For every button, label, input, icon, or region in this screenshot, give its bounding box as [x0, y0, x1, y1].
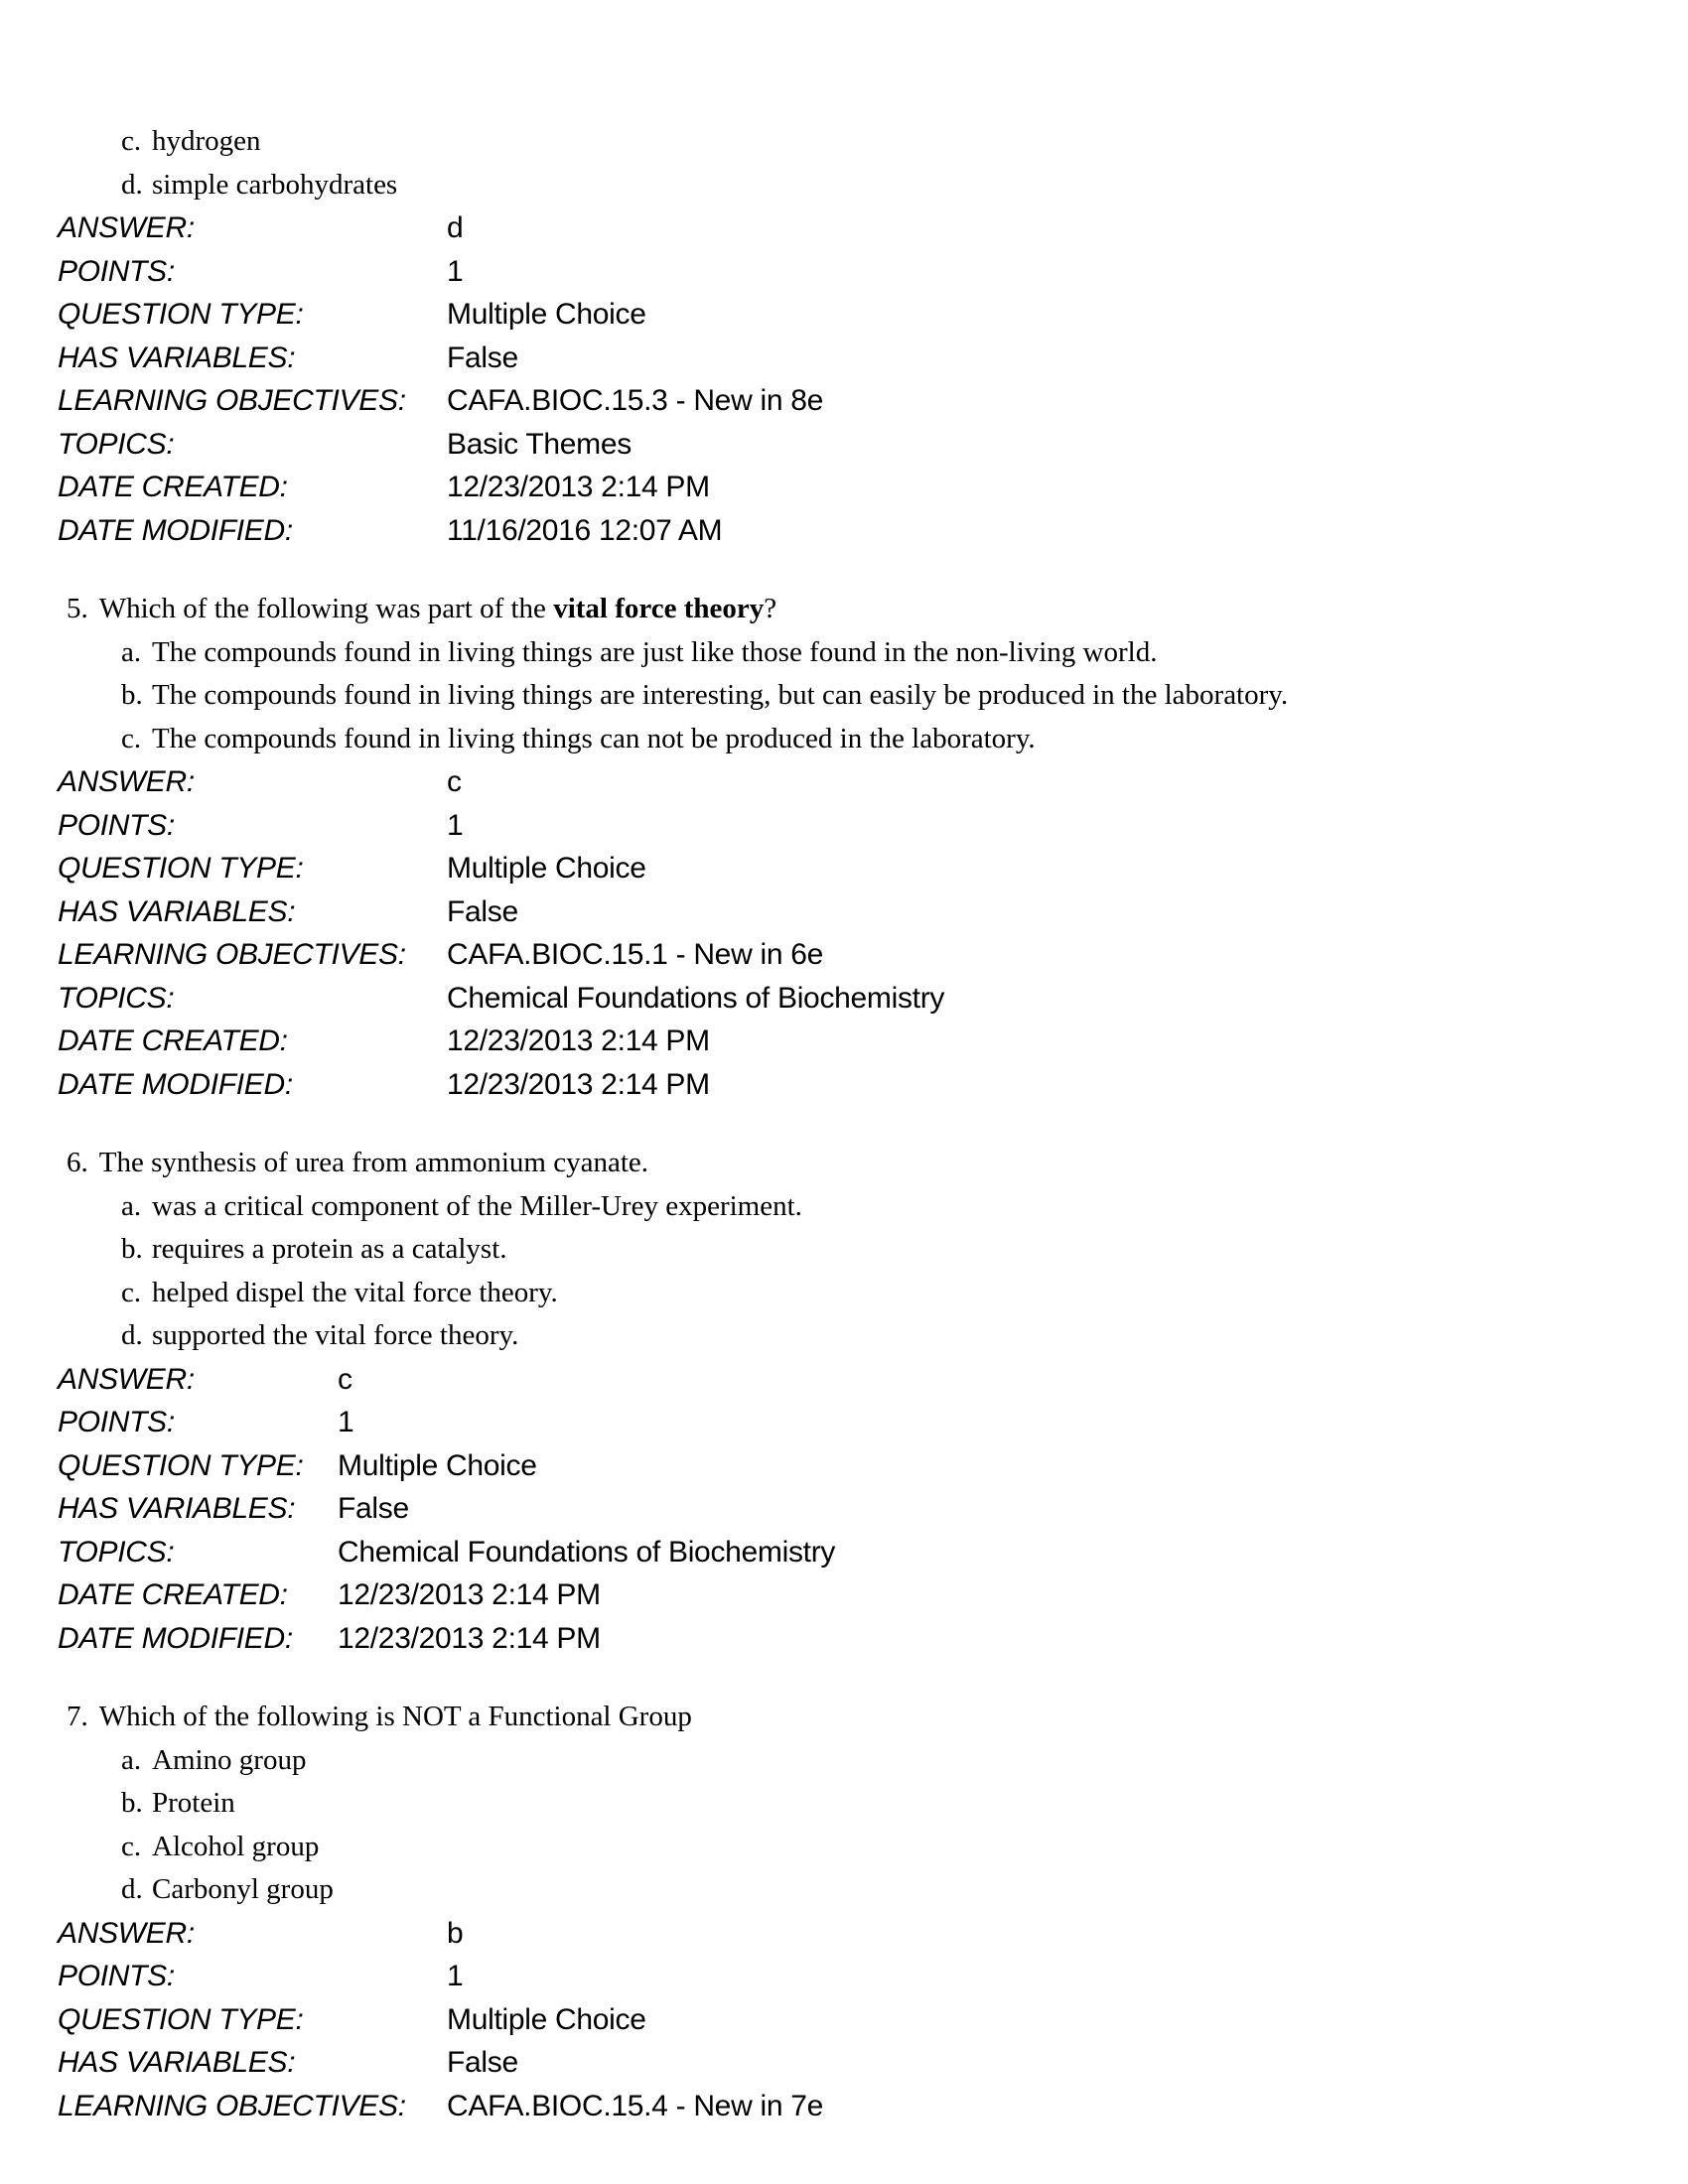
option-text: The compounds found in living things can not be produced in the laboratory.: [152, 722, 1036, 754]
metadata-label: ANSWER:: [58, 1362, 195, 1396]
metadata-row: [0, 1955, 1688, 1998]
continuation-block: [0, 120, 1688, 552]
option-text: Protein: [152, 1787, 235, 1819]
metadata-label: DATE CREATED:: [58, 1024, 288, 1057]
question-number: 6.: [67, 1147, 88, 1178]
question-text-bold: vital force theory: [553, 593, 765, 624]
option-letter: a.: [121, 1189, 142, 1222]
metadata-row: [0, 2085, 1688, 2128]
option-letter: b.: [121, 679, 143, 711]
option-letter: c.: [121, 125, 142, 157]
metadata-row: [0, 1444, 1688, 1488]
question-7: [0, 1696, 1688, 2127]
metadata-block: [0, 206, 1688, 552]
question-heading: [0, 588, 1688, 631]
metadata-label: HAS VARIABLES:: [58, 894, 296, 928]
metadata-row: [0, 977, 1688, 1021]
option-text: Alcohol group: [152, 1830, 320, 1862]
metadata-row: [0, 293, 1688, 337]
metadata-label: HAS VARIABLES:: [58, 2046, 296, 2079]
metadata-value: Chemical Foundations of Biochemistry: [447, 981, 945, 1015]
metadata-label: POINTS:: [58, 1960, 175, 1992]
metadata-block: [0, 1912, 1688, 2128]
option-text: requires a protein as a catalyst.: [152, 1233, 507, 1265]
metadata-value: Basic Themes: [447, 427, 632, 461]
answer-option: [0, 1868, 1688, 1912]
metadata-label: QUESTION TYPE:: [58, 1448, 304, 1482]
metadata-row: [0, 1998, 1688, 2042]
metadata-row: [0, 847, 1688, 890]
metadata-value: CAFA.BIOC.15.4 - New in 7e: [447, 2089, 824, 2122]
option-text: hydrogen: [152, 125, 261, 157]
metadata-row: [0, 804, 1688, 848]
metadata-row: [0, 337, 1688, 380]
metadata-label: ANSWER:: [58, 765, 195, 798]
question-number: 7.: [67, 1701, 88, 1732]
metadata-row: [0, 1531, 1688, 1574]
answer-option: [0, 1272, 1688, 1315]
metadata-value: 1: [447, 1960, 464, 1992]
metadata-row: [0, 1487, 1688, 1531]
question-text: ?: [764, 593, 777, 624]
metadata-row: [0, 423, 1688, 467]
question-text: The synthesis of urea from ammonium cyanate.: [98, 1147, 649, 1178]
option-letter: d.: [121, 1873, 143, 1905]
metadata-value: b: [447, 1916, 464, 1950]
metadata-value: Multiple Choice: [447, 852, 646, 885]
option-text: helped dispel the vital force theory.: [152, 1276, 558, 1308]
option-letter: b.: [121, 1233, 143, 1265]
metadata-value: 11/16/2016 12:07 AM: [447, 513, 723, 547]
metadata-label: ANSWER:: [58, 1916, 195, 1950]
metadata-label: QUESTION TYPE:: [58, 852, 304, 885]
question-number: 5.: [67, 593, 88, 624]
metadata-block: [0, 1358, 1688, 1661]
option-letter: b.: [121, 1787, 143, 1819]
metadata-value: False: [447, 341, 518, 374]
metadata-value: 12/23/2013 2:14 PM: [447, 1024, 710, 1057]
metadata-label: POINTS:: [58, 808, 175, 842]
answer-option: [0, 631, 1688, 675]
metadata-value: CAFA.BIOC.15.3 - New in 8e: [447, 384, 824, 417]
metadata-label: LEARNING OBJECTIVES:: [58, 384, 406, 417]
option-letter: a.: [121, 635, 142, 668]
metadata-value: 12/23/2013 2:14 PM: [338, 1621, 601, 1655]
metadata-row: [0, 250, 1688, 294]
answer-option: [0, 1782, 1688, 1826]
option-letter: d.: [121, 168, 143, 201]
metadata-label: POINTS:: [58, 1406, 175, 1438]
answer-option: [0, 1739, 1688, 1783]
metadata-row: [0, 1020, 1688, 1063]
metadata-row: [0, 1401, 1688, 1444]
answer-option: [0, 674, 1688, 718]
answer-option: [0, 1314, 1688, 1358]
metadata-value: d: [447, 211, 464, 244]
question-6: [0, 1142, 1688, 1660]
metadata-value: Multiple Choice: [338, 1448, 537, 1482]
metadata-row: [0, 466, 1688, 509]
answer-option: [0, 1228, 1688, 1272]
metadata-row: [0, 1573, 1688, 1617]
metadata-row: [0, 206, 1688, 250]
option-letter: d.: [121, 1319, 143, 1351]
metadata-label: TOPICS:: [58, 1535, 175, 1569]
metadata-value: 1: [338, 1406, 354, 1438]
metadata-row: [0, 933, 1688, 977]
option-text: Carbonyl group: [152, 1873, 334, 1905]
metadata-value: False: [447, 894, 518, 928]
option-letter: c.: [121, 1276, 142, 1308]
option-letter: a.: [121, 1743, 142, 1776]
metadata-row: [0, 760, 1688, 804]
metadata-value: 1: [447, 808, 464, 842]
metadata-row: [0, 1617, 1688, 1661]
metadata-block: [0, 760, 1688, 1106]
answer-option: [0, 1185, 1688, 1229]
metadata-label: QUESTION TYPE:: [58, 298, 304, 331]
answer-option: [0, 718, 1688, 761]
metadata-value: Multiple Choice: [447, 298, 646, 331]
answer-option: [0, 164, 1688, 207]
metadata-row: [0, 1912, 1688, 1956]
metadata-row: [0, 379, 1688, 423]
metadata-label: TOPICS:: [58, 427, 175, 461]
option-text: simple carbohydrates: [152, 168, 398, 201]
metadata-value: False: [447, 2046, 518, 2079]
metadata-label: HAS VARIABLES:: [58, 1492, 296, 1525]
option-letter: c.: [121, 722, 142, 754]
question-heading: [0, 1142, 1688, 1185]
question-5: [0, 588, 1688, 1106]
metadata-value: c: [447, 765, 462, 798]
metadata-value: CAFA.BIOC.15.1 - New in 6e: [447, 938, 824, 971]
metadata-label: DATE MODIFIED:: [58, 513, 293, 547]
option-text: was a critical component of the Miller-Urey experiment.: [152, 1189, 802, 1222]
option-text: The compounds found in living things are interesting, but can easily be produced in the laboratory.: [152, 679, 1289, 711]
metadata-label: LEARNING OBJECTIVES:: [58, 938, 406, 971]
metadata-row: [0, 509, 1688, 553]
metadata-label: DATE CREATED:: [58, 471, 288, 503]
metadata-label: QUESTION TYPE:: [58, 2002, 304, 2036]
metadata-label: HAS VARIABLES:: [58, 341, 296, 374]
metadata-value: 12/23/2013 2:14 PM: [338, 1578, 601, 1611]
metadata-row: [0, 1358, 1688, 1402]
option-text: The compounds found in living things are just like those found in the non-living world.: [152, 635, 1158, 668]
question-text: Which of the following is NOT a Functional Group: [98, 1701, 692, 1732]
metadata-value: Multiple Choice: [447, 2002, 646, 2036]
metadata-value: 12/23/2013 2:14 PM: [447, 471, 710, 503]
question-text: Which of the following was part of the: [98, 593, 554, 624]
metadata-value: 12/23/2013 2:14 PM: [447, 1067, 710, 1101]
option-letter: c.: [121, 1830, 142, 1862]
option-text: Amino group: [152, 1743, 307, 1776]
metadata-value: Chemical Foundations of Biochemistry: [338, 1535, 836, 1569]
metadata-label: TOPICS:: [58, 981, 175, 1015]
metadata-label: LEARNING OBJECTIVES:: [58, 2089, 406, 2122]
metadata-label: ANSWER:: [58, 211, 195, 244]
question-heading: [0, 1696, 1688, 1739]
answer-option: [0, 120, 1688, 164]
metadata-row: [0, 2041, 1688, 2085]
metadata-label: DATE MODIFIED:: [58, 1621, 293, 1655]
metadata-row: [0, 1063, 1688, 1107]
metadata-value: False: [338, 1492, 409, 1525]
metadata-label: POINTS:: [58, 254, 175, 288]
metadata-value: c: [338, 1362, 352, 1396]
metadata-value: 1: [447, 254, 464, 288]
metadata-row: [0, 890, 1688, 934]
metadata-label: DATE MODIFIED:: [58, 1067, 293, 1101]
option-text: supported the vital force theory.: [152, 1319, 519, 1351]
metadata-label: DATE CREATED:: [58, 1578, 288, 1611]
answer-option: [0, 1826, 1688, 1869]
